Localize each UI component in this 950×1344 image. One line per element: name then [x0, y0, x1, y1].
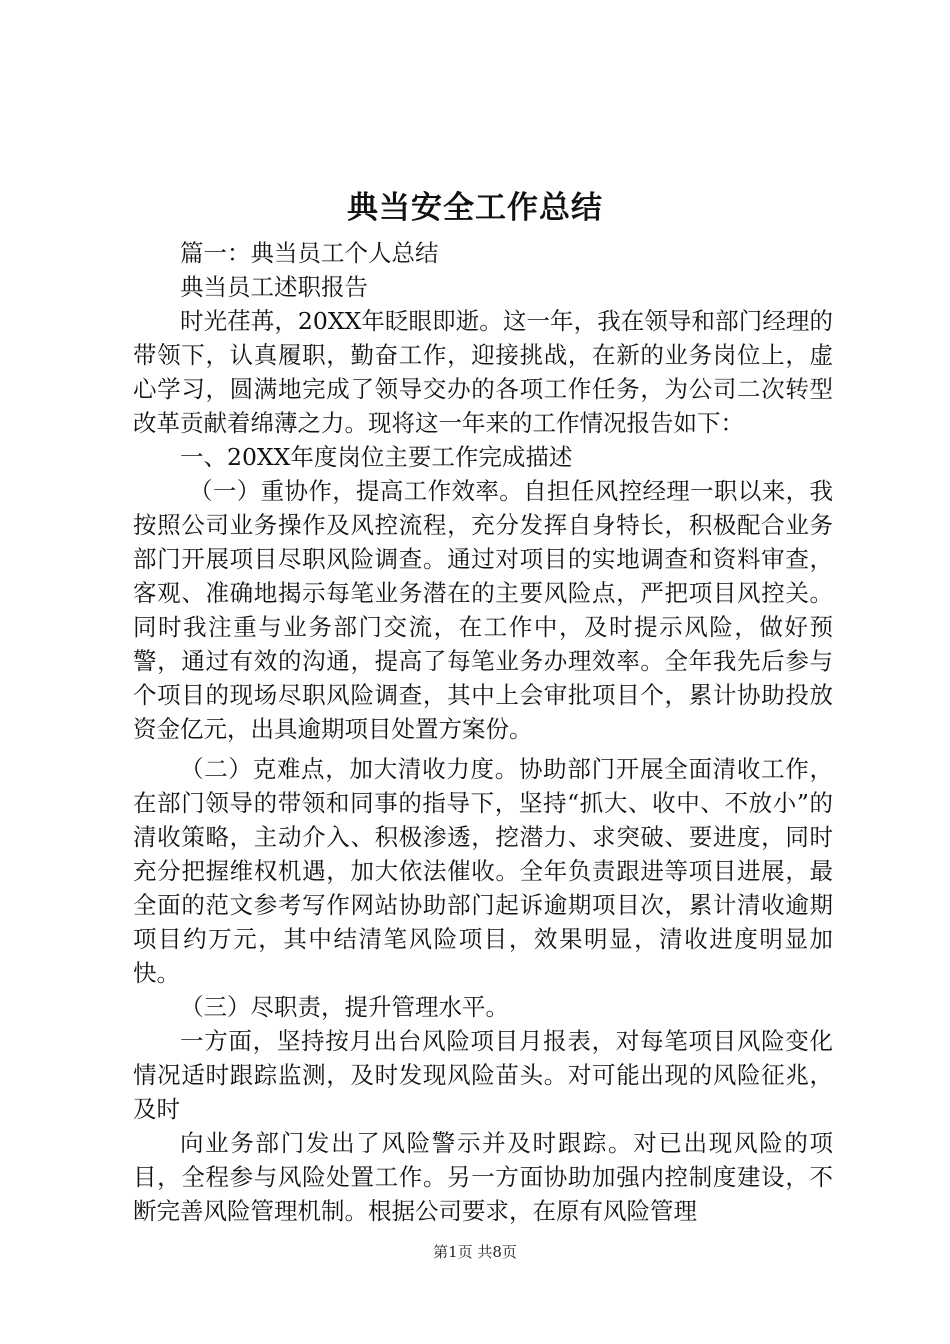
paragraph-item-1: （一）重协作，提高工作效率。自担任风控经理一职以来，我按照公司业务操作及风控流程，充分发挥自身特长，积极配合业务部门开展项目尽职风险调查。通过对项目的实地调查和资料审查，客观、准确地揭示每笔业务潜在的主要风险点，严把项目风控关。同时我注重与业务部门交流，在工作中，及时提示风险，做好预警，通过有效的沟通，提高了每笔业务办理效率。全年我先后参与个项目的现场尽职风险调查，其中上会审批项目个，累计协助投放资金亿元，出具逾期项目处置方案份。	[133, 477, 833, 743]
report-subtitle: 典当员工述职报告	[180, 273, 368, 301]
section-heading: 篇一：典当员工个人总结	[180, 239, 439, 267]
intro-paragraph: 时光荏苒，20XX年眨眼即逝。这一年，我在领导和部门经理的带领下，认真履职，勤奋工作，迎接挑战，在新的业务岗位上，虚心学习，圆满地完成了领导交办的各项工作任务，为公司二次转型改革贡献着绵薄之力。现将这一年来的工作情况报告如下：	[133, 307, 833, 437]
paragraph-continued: 向业务部门发出了风险警示并及时跟踪。对已出现风险的项目，全程参与风险处置工作。另一方面协助加强内控制度建设，不断完善风险管理机制。根据公司要求，在原有风险管理	[133, 1129, 833, 1225]
page-number: 第1页 共8页	[433, 1243, 517, 1261]
document-title: 典当安全工作总结	[347, 190, 603, 226]
paragraph-item-3-heading: （三）尽职责，提升管理水平。	[180, 993, 509, 1021]
paragraph-item-3-body: 一方面，坚持按月出台风险项目月报表，对每笔项目风险变化情况适时跟踪监测，及时发现风险苗头。对可能出现的风险征兆，及时	[133, 1027, 833, 1123]
part-heading: 一、20XX年度岗位主要工作完成描述	[180, 443, 573, 471]
document-body	[133, 236, 833, 1228]
paragraph-item-2: （二）克难点，加大清收力度。协助部门开展全面清收工作，在部门领导的带领和同事的指导下，坚持“抓大、收中、不放小”的清收策略，主动介入、积极渗透，挖潜力、求突破、要进度，同时充分把握维权机遇，加大依法催收。全年负责跟进等项目进展，最全面的范文参考写作网站协助部门起诉逾期项目次，累计清收逾期项目约万元，其中结清笔风险项目，效果明显，清收进度明显加快。	[133, 755, 833, 987]
